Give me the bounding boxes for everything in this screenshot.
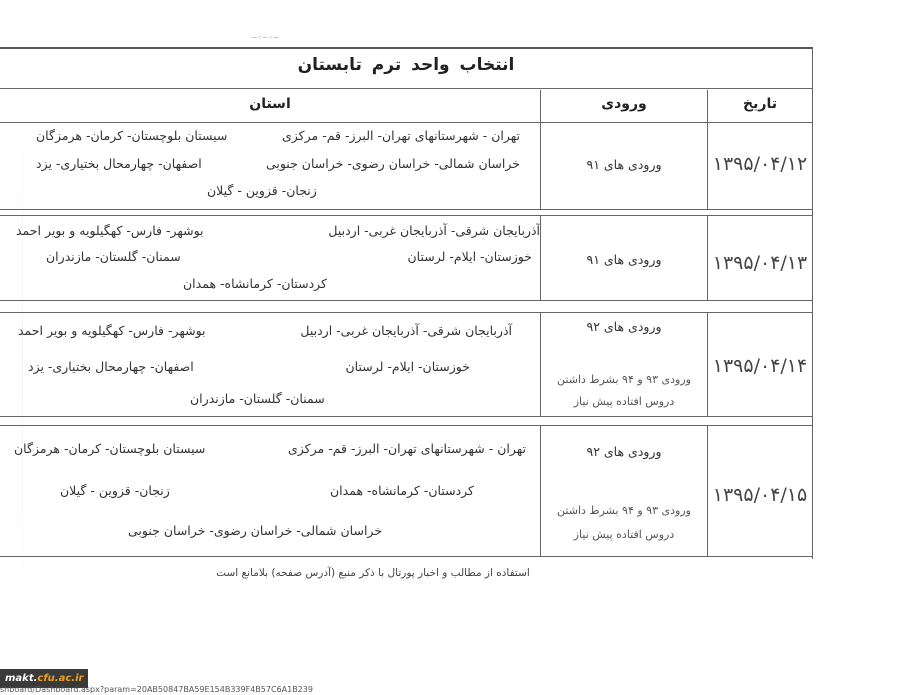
entry-cell	[540, 313, 707, 416]
schedule-table	[0, 47, 813, 559]
entry-note: دروس افتاده پیش نیاز	[573, 395, 675, 408]
table-row	[0, 216, 812, 301]
table-title: انتخاب واحد ترم تابستان	[297, 55, 515, 75]
entry-note: دروس افتاده پیش نیاز	[573, 528, 675, 541]
entry-cell	[540, 426, 707, 556]
province-line: خراسان شمالی- خراسان رضوی- خراسان جنوبی	[128, 523, 383, 538]
entry-value: ورودی های ۹۱	[586, 157, 662, 172]
entry-cell	[540, 216, 707, 300]
entry-note: ورودی ۹۳ و ۹۴ بشرط داشتن	[557, 373, 691, 386]
table-header-row	[0, 90, 812, 123]
province-cell	[0, 313, 540, 416]
entry-value: ورودی های ۹۱	[586, 252, 662, 267]
header-province: استان	[249, 96, 291, 112]
province-line: زنجان- قزوین - گیلان	[60, 483, 170, 498]
province-line: بوشهر- فارس- کهگیلویه و بویر احمد	[18, 323, 206, 338]
date-value: ۱۳۹۵/۰۴/۱۳	[712, 252, 808, 274]
province-line: خوزستان- ایلام- لرستان	[345, 359, 470, 374]
province-line: سیستان بلوچستان- کرمان- هرمزگان	[14, 441, 206, 456]
province-cell	[0, 123, 540, 209]
province-line: سمنان- گلستان- مازندران	[190, 391, 325, 406]
province-line: اصفهان- چهارمحال بختیاری- یزد	[28, 359, 194, 374]
province-cell	[0, 216, 540, 300]
header-date: تاریخ	[707, 90, 812, 122]
table-row	[0, 123, 812, 210]
entry-value: ورودی های ۹۲	[586, 319, 662, 334]
date-value: ۱۳۹۵/۰۴/۱۴	[712, 355, 808, 377]
province-line: زنجان- قزوین - گیلان	[207, 183, 317, 198]
table-row	[0, 313, 812, 417]
entry-value: ورودی های ۹۲	[586, 444, 662, 459]
province-line: سیستان بلوچستان- کرمان- هرمزگان	[36, 128, 228, 143]
table-row	[0, 426, 812, 557]
date-cell	[707, 313, 812, 416]
province-line: آذربایجان شرقی- آذربایجان غربی- اردبیل	[328, 223, 540, 238]
province-line: اصفهان- چهارمحال بختیاری- یزد	[36, 156, 202, 171]
row-separator	[0, 301, 812, 313]
province-line: کردستان- کرمانشاه- همدان	[183, 276, 327, 291]
province-line: خراسان شمالی- خراسان رضوی- خراسان جنوبی	[265, 156, 520, 171]
row-separator	[0, 417, 812, 426]
table-title-row	[0, 49, 812, 89]
province-cell	[0, 426, 540, 556]
date-cell	[707, 216, 812, 300]
header-entry: ورودی	[540, 90, 707, 122]
province-line: آذربایجان شرقی- آذربایجان غربی- اردبیل	[300, 323, 512, 338]
province-line: تهران - شهرستانهای تهران- البرز- قم- مرکزی	[288, 441, 526, 456]
province-line: بوشهر- فارس- کهگیلویه و بویر احمد	[16, 223, 204, 238]
entry-note: ورودی ۹۳ و ۹۴ بشرط داشتن	[557, 504, 691, 517]
province-line: تهران - شهرستانهای تهران- البرز- قم- مرکزی	[282, 128, 520, 143]
province-line: سمنان- گلستان- مازندران	[46, 249, 181, 264]
watermark-brand: cfu.ac.ir	[37, 673, 84, 684]
entry-cell	[540, 123, 707, 209]
watermark-prefix: makt.	[5, 673, 38, 684]
date-cell	[707, 426, 812, 556]
province-line: کردستان- کرمانشاه- همدان	[330, 483, 474, 498]
date-value: ۱۳۹۵/۰۴/۱۲	[712, 153, 808, 175]
page-url: shboard/Dashboard.aspx?param=20AB50847BA59E154B339F4B57C6A1B239	[0, 685, 313, 694]
copyright-note: استفاده از مطالب و اخبار پورتال با ذکر منبع (آدرس صفحه) بلامانع است	[216, 567, 530, 579]
date-cell	[707, 123, 812, 209]
date-value: ۱۳۹۵/۰۴/۱۵	[712, 484, 808, 506]
province-line: خوزستان- ایلام- لرستان	[407, 249, 532, 264]
faint-page-header: ـــ ٫ ـــ ٫ ـــ	[251, 33, 279, 40]
